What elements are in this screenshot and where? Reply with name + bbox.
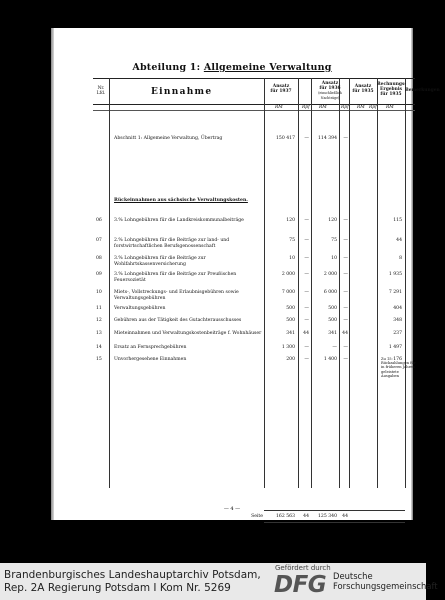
header-bottom-rule <box>93 104 415 105</box>
row-text: Verwaltungsgebühren <box>114 306 166 311</box>
unit-a35-rpf: Rpf <box>369 105 377 110</box>
archive-line-2: Rep. 2A Regierung Potsdam I Kom Nr. 5269 <box>4 582 231 594</box>
row-bemerkung: Zu 15: Rückzahlungen für in früheren Jahren geleistete Ausgaben <box>381 357 416 378</box>
archive-line-1: Brandenburgisches Landeshauptarchiv Potsdam, <box>4 569 261 581</box>
col-line-a35 <box>377 78 378 488</box>
header-a36-l4: Nachträge) <box>320 96 340 100</box>
unit-a37-rpf: Rpf <box>302 105 310 110</box>
row-v37: 7 000 <box>281 290 295 295</box>
total-f37: 44 <box>303 514 309 519</box>
section-heading-text: Rückeinnahmen aus sächsische Verwaltungskosten. <box>114 198 248 203</box>
header-a36-l1: Ansatz <box>321 81 339 86</box>
header-bemerkungen: Bemerkungen <box>405 88 440 93</box>
row-nr: 09 <box>96 272 102 277</box>
header-a35-l2: für 1935 <box>352 89 374 94</box>
row-v36: 341 <box>328 331 337 336</box>
row-f36: — <box>343 318 348 323</box>
funded-by-label: Gefördert durch <box>275 564 331 572</box>
page-title <box>51 62 413 73</box>
archive-credit <box>4 569 261 595</box>
header-nr-label: Nr. Lfd. <box>96 86 106 96</box>
document-page <box>51 28 440 520</box>
unit-erg-rm: RM <box>386 105 394 110</box>
row-v36: 75 <box>331 238 337 243</box>
row-f36: — <box>343 357 348 362</box>
row-f36: — <box>343 290 348 295</box>
row-v36: — <box>332 345 337 350</box>
row-f37: — <box>304 272 309 277</box>
row-f36: 44 <box>342 331 348 336</box>
header-erg-l2: Ergebnis <box>380 87 402 92</box>
row-text: 2.% Lohngebühren für die Beiträge zur land- und forstwirtschaftlichen Berufsgenossenschaft <box>114 238 230 249</box>
row-f37: — <box>304 318 309 323</box>
uebertrag-f37: — <box>304 136 309 141</box>
uebertrag-v36: 114 394 <box>318 136 337 141</box>
col-line-erg <box>405 78 406 488</box>
row-f37: — <box>304 218 309 223</box>
row-f37: — <box>304 345 309 350</box>
dfg-org-line-2: Forschungsgemeinschaft <box>333 581 438 591</box>
col-line-nr <box>109 78 110 488</box>
row-nr: 06 <box>96 218 102 223</box>
header-ansatz-1935 <box>349 84 377 94</box>
row-v37: 120 <box>286 218 295 223</box>
row-erg: 115 <box>393 218 402 223</box>
row-erg: 404 <box>393 306 402 311</box>
header-a36-l3: (einschließlich <box>318 91 342 95</box>
row-text: Gebühren aus der Tätigkeit des Gutachterausschusses <box>114 318 242 323</box>
row-f36: — <box>343 256 348 261</box>
row-text: 3.% Lohngebühren für die Beiträge zur Wohlfahrtskassenversicherung <box>114 256 206 267</box>
row-v37: 75 <box>289 238 295 243</box>
row-erg: 176 <box>393 357 402 362</box>
dfg-logo: DFG <box>274 572 327 598</box>
unit-a36-rpf: Rpf <box>341 105 349 110</box>
total-v36: 125 340 <box>318 514 337 519</box>
row-erg: 7 291 <box>388 290 402 295</box>
title-main: Allgemeine Verwaltung <box>203 62 332 73</box>
row-nr: 10 <box>96 290 102 295</box>
row-v37: 10 <box>289 256 295 261</box>
dfg-org-name <box>333 571 438 591</box>
row-v37: 200 <box>286 357 295 362</box>
total-label: Seite <box>251 514 263 519</box>
row-erg: 237 <box>393 331 402 336</box>
row-v37: 500 <box>286 318 295 323</box>
unit-bottom-rule <box>93 110 415 111</box>
row-nr: 11 <box>96 306 102 311</box>
uebertrag-v37: 150 417 <box>276 136 295 141</box>
total-rule-bottom <box>264 522 405 523</box>
total-f36: 44 <box>342 514 348 519</box>
dfg-org-line-1: Deutsche <box>333 571 373 581</box>
uebertrag-f36: — <box>343 136 348 141</box>
row-f37: — <box>304 357 309 362</box>
row-f36: — <box>343 238 348 243</box>
table-top-rule <box>93 78 415 79</box>
row-v36: 500 <box>328 318 337 323</box>
row-text: Unvorhergesehene Einnahmen <box>114 357 187 362</box>
row-v36: 1 400 <box>323 357 337 362</box>
title-prefix: Abteilung 1: <box>132 62 201 73</box>
unit-a35-rm: RM <box>357 105 365 110</box>
row-text: Mieteinnahmen und Verwaltungskostenbeiträge f. Wohnhäuser <box>114 331 262 336</box>
row-v37: 500 <box>286 306 295 311</box>
row-v36: 10 <box>331 256 337 261</box>
header-a35-l1: Ansatz <box>354 84 372 89</box>
unit-a36-rm: RM <box>319 105 327 110</box>
row-f37: — <box>304 256 309 261</box>
header-erg-l1: Rechnungs- <box>377 82 407 87</box>
row-v37: 341 <box>286 331 295 336</box>
row-erg: 1 935 <box>388 272 402 277</box>
row-nr: 13 <box>96 331 102 336</box>
row-f37: — <box>304 306 309 311</box>
row-erg: 348 <box>393 318 402 323</box>
row-v37: 2 000 <box>281 272 295 277</box>
row-v36: 2 000 <box>323 272 337 277</box>
row-f36: — <box>343 272 348 277</box>
row-v36: 120 <box>328 218 337 223</box>
row-erg: 8 <box>399 256 402 261</box>
row-f37: 44 <box>303 331 309 336</box>
row-text: 3.% Lohngebühren für die Landkreiskommunalbeiträge <box>114 218 244 223</box>
budget-table <box>93 78 440 548</box>
col-line-a36-rpf <box>349 78 350 488</box>
row-f36: — <box>343 345 348 350</box>
row-f37: — <box>304 290 309 295</box>
header-ansatz-1936 <box>311 81 349 101</box>
row-nr: 07 <box>96 238 102 243</box>
row-nr: 08 <box>96 256 102 261</box>
row-nr: 14 <box>96 345 102 350</box>
row-text: Miets-, Vollstreckungs- und Erlaubnisgebühren sowie Verwaltungsgebühren <box>114 290 239 301</box>
header-erg-l3: für 1935 <box>380 92 402 97</box>
total-v37: 162 563 <box>276 514 295 519</box>
header-nr <box>93 86 109 96</box>
row-v36: 500 <box>328 306 337 311</box>
header-a36-l2: für 1936 <box>319 86 341 91</box>
row-v36: 6 000 <box>323 290 337 295</box>
header-a37-l2: für 1937 <box>270 89 292 94</box>
archive-footer <box>0 563 438 600</box>
row-erg: 44 <box>396 238 402 243</box>
unit-a37-rm: RM <box>275 105 283 110</box>
row-v37: 1 300 <box>281 345 295 350</box>
row-erg: 1 497 <box>388 345 402 350</box>
row-nr: 12 <box>96 318 102 323</box>
row-nr: 15 <box>96 357 102 362</box>
header-ansatz-1937 <box>264 84 298 94</box>
page-edge-left <box>51 28 54 520</box>
row-f36: — <box>343 218 348 223</box>
header-ergebnis-1935 <box>377 82 405 97</box>
row-f37: — <box>304 238 309 243</box>
row-f36: — <box>343 306 348 311</box>
page-number: — 4 — <box>223 506 241 512</box>
row-text: 3.% Lohngebühren für die Beiträge zur Preußischen Feuersozietät <box>114 272 237 283</box>
uebertrag-text: Abschnitt 1: Allgemeine Verwaltung, Übertrag <box>114 136 223 141</box>
row-text: Ersatz an Fernsprechgebühren <box>114 345 187 350</box>
header-einnahme: Einnahme <box>151 87 213 97</box>
header-a37-l1: Ansatz <box>272 84 290 89</box>
